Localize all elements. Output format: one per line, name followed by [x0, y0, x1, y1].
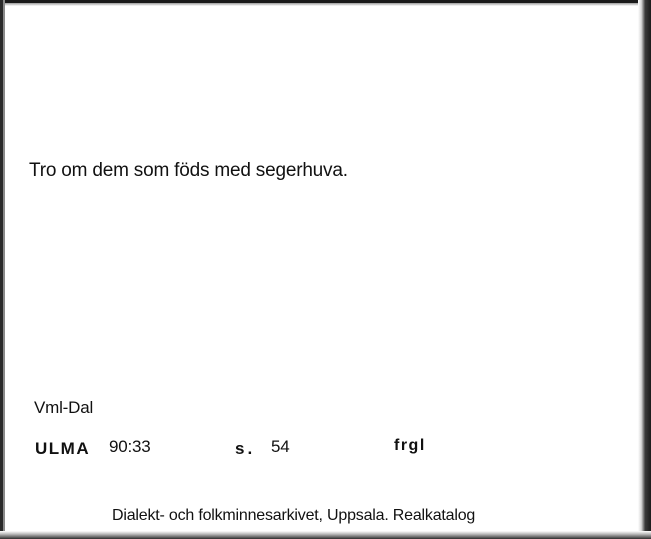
archive-number: 90:33	[109, 437, 151, 456]
card-right-edge	[638, 0, 651, 539]
archive-label: ULMA	[35, 439, 91, 458]
archive-footer: Dialekt- och folkminnesarkivet, Uppsala. Realkatalog	[112, 507, 476, 524]
card-top-shadow	[0, 3, 651, 6]
page-label: s.	[235, 439, 256, 458]
region-label: Vml-Dal	[34, 398, 94, 417]
category-code: frgl	[394, 437, 426, 454]
card-title: Tro om dem som föds med segerhuva.	[29, 160, 348, 181]
page-number: 54	[271, 437, 290, 456]
card-bottom-edge	[0, 531, 651, 539]
card-left-inner-edge	[3, 0, 5, 539]
